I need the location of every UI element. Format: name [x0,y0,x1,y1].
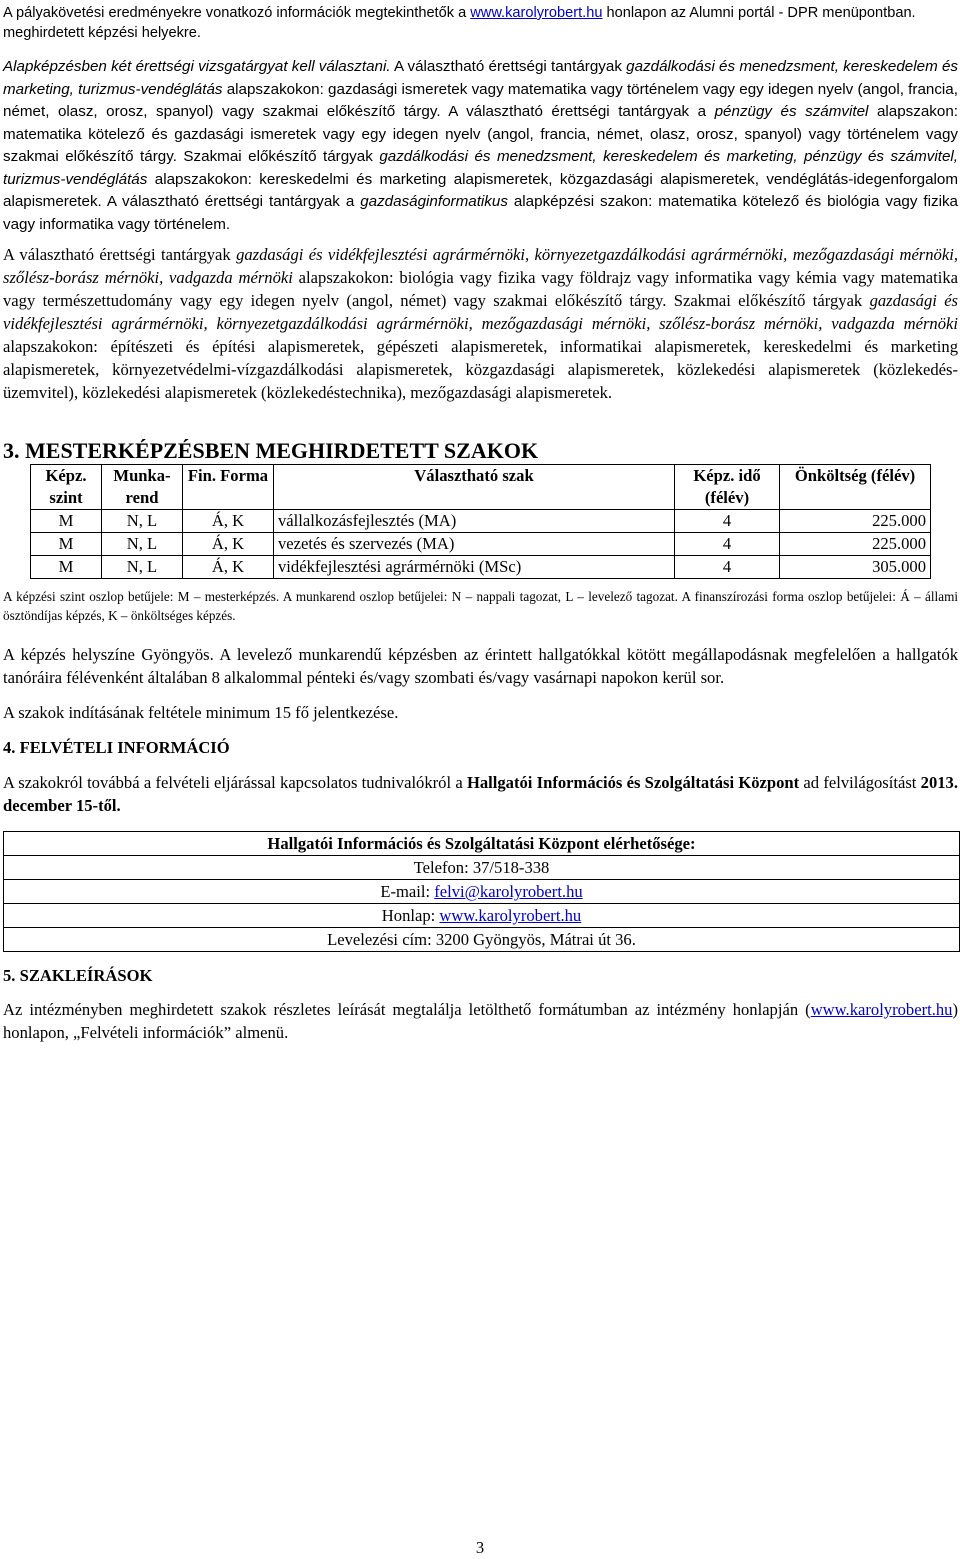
table-header-row [31,465,931,510]
section-5-title: 5. SZAKLEÍRÁSOK [3,966,153,985]
text: alapszakokon: építészeti és építési alapismeretek, gépészeti alapismeretek, informatikai alapismeretek, kereskedelmi és marketing alapismeretek, környezetvédelmi-vízgazdálkodási alapismeretek, közgazdasági alapismeretek, közlekedési alapismeretek (közlekedés-üzemvitel), közlekedési alapismeretek (közlekedéstechnika), mezőgazdasági alapismeretek. [3,337,958,402]
table-cell: M [31,533,102,556]
table-cell: N, L [102,533,183,556]
contact-row [4,928,960,952]
text: Szakmai előkészítő tárgyak [176,148,380,165]
descriptions-paragraph [3,998,958,1044]
table-cell: 4 [675,533,780,556]
table-row [31,556,931,579]
table-cell: M [31,510,102,533]
text-italic: gazdasági és vidékfejlesztési agrármérnöki, környezetgazdálkodási agrármérnöki, mezőgazdasági mérnöki, szőlész-borász mérnöki, vadgazda mérnöki [3,291,959,333]
contact-row [4,856,960,880]
header-cell: Fin. Forma [183,465,274,510]
text: A választható érettségi tantárgyak [390,58,627,75]
top-note-text-2: honlapon az Alumni portál - DPR menüpontban. [602,5,916,21]
text: A szakokról továbbá a felvételi eljárással kapcsolatos tudnivalókról a [3,773,467,792]
table-cell: vezetés és szervezés (MA) [274,533,675,556]
table-cell: Á, K [183,556,274,579]
contact-header-row [4,832,960,856]
web-link[interactable]: www.karolyrobert.hu [439,906,582,925]
table-row [31,533,931,556]
text-italic: gazdasági és vidékfejlesztési agrármérnöki, környezetgazdálkodási agrármérnöki, mezőgazdasági mérnöki, szőlész-borász mérnöki, vadgazda mérnöki [3,245,958,287]
text: Az intézményben meghirdetett szakok részletes leírását megtalálja letölthető formátumban az intézmény honlapján ( [3,1000,811,1019]
header-cell: Munka-rend [102,465,183,510]
page-content [3,53,958,1044]
table-cell: 225.000 [780,510,931,533]
table-legend: A képzési szint oszlop betűjele: M – mesterképzés. A munkarend oszlop betűjelei: N – nappali tagozat, L – levelező tagozat. A finanszírozási forma oszlop betűjelei: Á – állami ösztöndíjas képzés, K – önköltséges képzés. [3,589,958,623]
text-italic: pénzügy és számvitel [714,103,869,120]
top-note [3,3,948,43]
text: A választható érettségi tantárgyak a [440,103,715,120]
table-row [31,510,931,533]
table-cell: vállalkozásfejlesztés (MA) [274,510,675,533]
table-cell: 4 [675,510,780,533]
contact-email-cell [4,880,960,904]
email-label: E-mail: [380,882,435,901]
text-italic: gazdaságinformatikus [360,193,508,210]
text: A választható érettségi tantárgyak [3,245,237,264]
top-note-line-2: meghirdetett képzési helyekre. [3,25,201,41]
table-cell: N, L [102,556,183,579]
contact-table [3,831,960,952]
admission-info-paragraph [3,771,958,817]
table-cell: M [31,556,102,579]
header-cell: Választható szak [274,465,675,510]
header-cell: Képz. idő (félév) [675,465,780,510]
date: 2013. december 15-től. [3,773,958,815]
text: alapszakokon: kereskedelmi és marketing alapismeretek, közgazdasági alapismeretek, vendéglátás-idegenforgalom alapismeretek. [3,170,958,210]
text: alapszakokon: gazdasági ismeretek vagy matematika vagy történelem vagy egy idegen nyelv (angol, francia, német, olasz, orosz, spanyol) vagy szakmai előkészítő tárgy. [3,80,958,120]
contact-phone: Telefon: 37/518-338 [4,856,960,880]
table-cell: 305.000 [780,556,931,579]
location-paragraph: A képzés helyszíne Gyöngyös. A levelező munkarendű képzésben az érintett hallgatókkal kötött megállapodásnak megfelelően a hallgatók tanóráira félévenként általában 8 alkalommal pénteki és/vagy szombati és/vagy vasárnapi napokon kerül sor. [3,645,958,687]
text: alapszakokon: biológia vagy fizika vagy földrajz vagy informatika vagy kémia vagy matematika vagy természettudomány vagy egy idegen nyelv (angol, német) vagy szakmai előkészítő tárgy. [3,268,958,310]
text: A választható érettségi tantárgyak a [101,193,361,210]
website-link[interactable]: www.karolyrobert.hu [810,1000,953,1019]
table-cell: vidékfejlesztési agrármérnöki (MSc) [274,556,675,579]
text: ad felvilágosítást [799,773,921,792]
section-3-title: 3. MESTERKÉPZÉSBEN MEGHIRDETETT SZAKOK [3,438,539,463]
contact-header: Hallgatói Információs és Szolgáltatási Központ elérhetősége: [4,832,960,856]
table-cell: N, L [102,510,183,533]
contact-web-cell [4,904,960,928]
header-cell: Önköltség (félév) [780,465,931,510]
text-italic: gazdálkodási és menedzsment, kereskedelem és marketing, turizmus-vendéglátás [3,58,958,98]
contact-address: Levelezési cím: 3200 Gyöngyös, Mátrai út 36. [4,928,960,952]
agri-exam-paragraph [3,243,958,404]
intro-sentence: Alapképzésben két érettségi vizsgatárgyat kell választani. [3,58,391,75]
text: alapszakon: matematika kötelező és gazdasági ismeretek vagy egy idegen nyelv (angol, francia, német, olasz, orosz, spanyol) vagy történelem vagy szakmai előkészítő tárgy. [3,103,959,165]
office-name: Hallgatói Információs és Szolgáltatási Központ [466,773,800,792]
bsc-exam-paragraph [3,56,958,236]
text-italic: gazdálkodási és menedzsment, kereskedelem és marketing, pénzügy és számvitel, turizmus-vendéglátás [3,148,958,188]
contact-row [4,904,960,928]
section-4-title: 4. FELVÉTELI INFORMÁCIÓ [3,738,230,757]
text: Szakmai előkészítő tárgyak [666,291,870,310]
header-cell: Képz. szint [31,465,102,510]
table-cell: Á, K [183,510,274,533]
table-cell: Á, K [183,533,274,556]
email-link[interactable]: felvi@karolyrobert.hu [434,882,583,901]
text: alapképzési szakon: matematika kötelező és biológia vagy fizika vagy informatika vagy történelem. [3,193,958,233]
top-note-link[interactable]: www.karolyrobert.hu [470,5,603,21]
text: ) honlapon, „Felvételi információk” almenü. [3,1000,958,1042]
contact-row [4,880,960,904]
table-cell: 225.000 [780,533,931,556]
masters-courses-table [30,464,931,579]
page-number: 3 [475,1538,485,1557]
condition-paragraph: A szakok indításának feltétele minimum 15 fő jelentkezése. [3,703,399,722]
table-cell: 4 [675,556,780,579]
web-label: Honlap: [381,906,440,925]
top-note-text: A pályakövetési eredményekre vonatkozó információk megtekinthetők a [3,5,471,21]
